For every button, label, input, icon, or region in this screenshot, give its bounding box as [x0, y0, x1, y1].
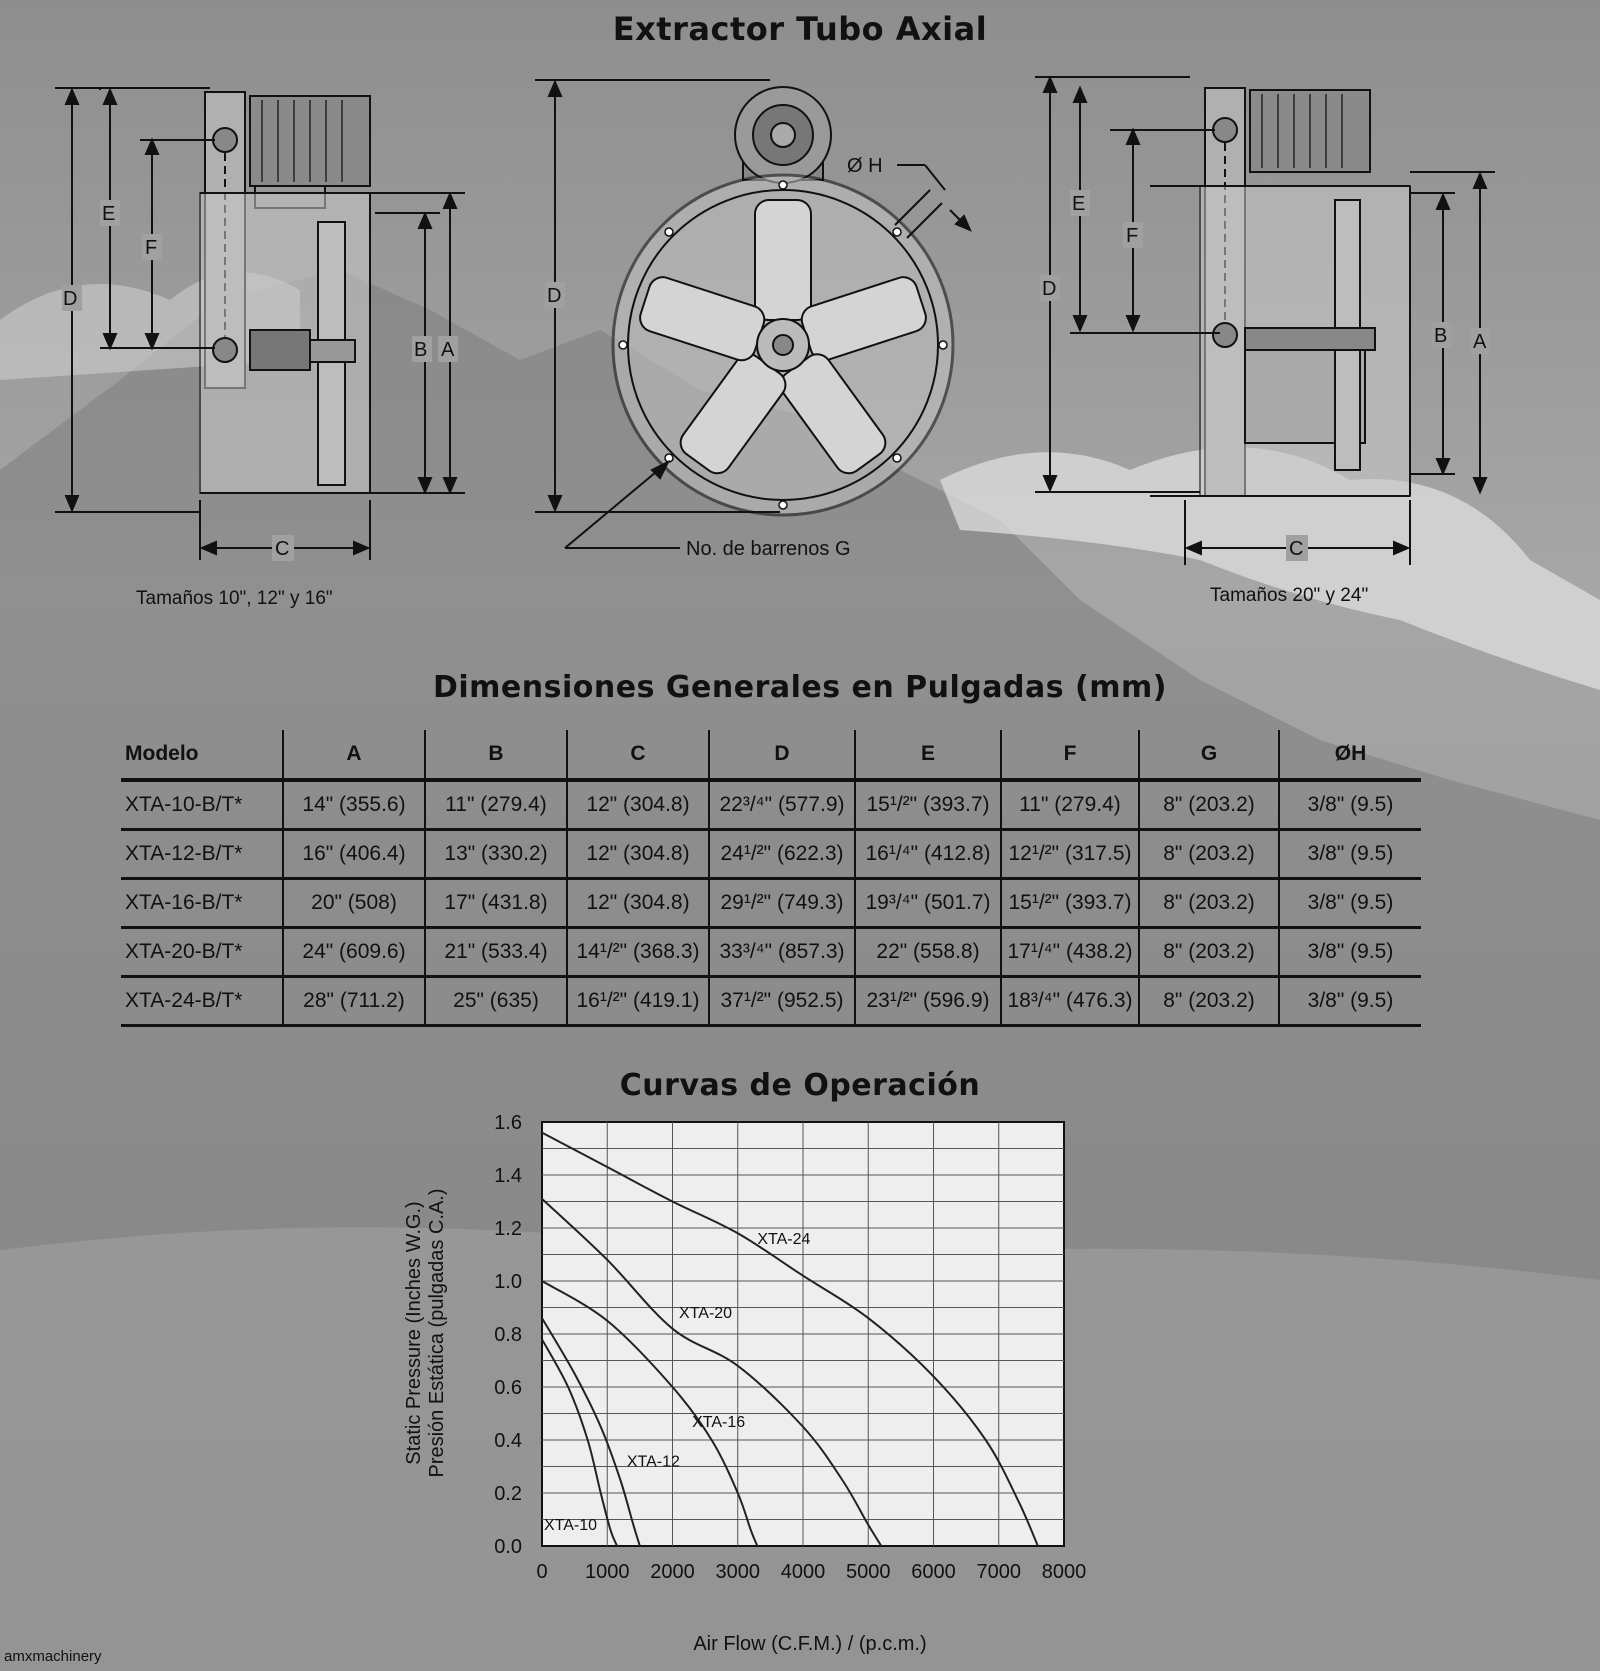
cell: 8" (203.2)	[1139, 879, 1279, 928]
cell: 21" (533.4)	[425, 928, 567, 977]
cell: 3/8" (9.5)	[1279, 928, 1421, 977]
cell: 16¹/²" (419.1)	[567, 977, 709, 1026]
x-tick-label: 7000	[976, 1561, 1021, 1583]
label-a-right: A	[1473, 331, 1487, 353]
label-b-left: B	[414, 339, 428, 361]
y-tick-label: 1.4	[494, 1165, 522, 1187]
cell: 17" (431.8)	[425, 879, 567, 928]
main-title: Extractor Tubo Axial	[612, 10, 988, 48]
label-h-front: Ø H	[847, 155, 883, 177]
y-tick-label: 0.8	[494, 1324, 522, 1346]
cell: 12" (304.8)	[567, 830, 709, 879]
cell: 24" (609.6)	[283, 928, 425, 977]
left-drawing-caption: Tamaños 10", 12" y 16"	[136, 588, 333, 609]
y-axis-label: Static Pressure (Inches W.G.)	[403, 1201, 425, 1465]
y-tick-label: 0.0	[494, 1536, 522, 1558]
header-a: A	[283, 730, 425, 780]
cell: 12" (304.8)	[567, 780, 709, 830]
label-d-front: D	[547, 285, 562, 307]
header-f: F	[1001, 730, 1139, 780]
label-e-right: E	[1072, 193, 1086, 215]
cell: 16" (406.4)	[283, 830, 425, 879]
cell: 19³/⁴" (501.7)	[855, 879, 1001, 928]
series-label-xta-20: XTA-20	[679, 1305, 733, 1323]
cell: 3/8" (9.5)	[1279, 977, 1421, 1026]
x-axis-label: Air Flow (C.F.M.) / (p.c.m.)	[693, 1633, 927, 1655]
cell: 18³/⁴" (476.3)	[1001, 977, 1139, 1026]
chart-title: Curvas de Operación	[619, 1068, 981, 1103]
cell: XTA-12-B/T*	[125, 842, 243, 865]
label-c-right: C	[1289, 538, 1304, 560]
y-tick-label: 0.6	[494, 1377, 522, 1399]
y-tick-label: 0.4	[494, 1430, 522, 1452]
label-f-right: F	[1126, 225, 1139, 247]
label-a-left: A	[441, 339, 455, 361]
y-tick-label: 0.2	[494, 1483, 522, 1505]
x-tick-label: 2000	[650, 1561, 695, 1583]
cell: 3/8" (9.5)	[1279, 780, 1421, 830]
cell: 3/8" (9.5)	[1279, 879, 1421, 928]
label-b-right: B	[1434, 325, 1448, 347]
label-c-left: C	[275, 538, 290, 560]
cell: 20" (508)	[283, 879, 425, 928]
header-b: B	[425, 730, 567, 780]
cell: 25" (635)	[425, 977, 567, 1026]
cell: 8" (203.2)	[1139, 977, 1279, 1026]
cell: 37¹/²" (952.5)	[709, 977, 855, 1026]
cell: 15¹/²" (393.7)	[855, 780, 1001, 830]
header-h: ØH	[1279, 730, 1421, 780]
x-tick-label: 1000	[585, 1561, 630, 1583]
cell: 8" (203.2)	[1139, 830, 1279, 879]
header-modelo: Modelo	[125, 742, 199, 765]
cell: 3/8" (9.5)	[1279, 830, 1421, 879]
label-f-left: F	[145, 237, 158, 259]
watermark: amxmachinery	[4, 1648, 102, 1665]
y-tick-label: 1.2	[494, 1218, 522, 1240]
cell: 14" (355.6)	[283, 780, 425, 830]
series-label-xta-10: XTA-10	[543, 1517, 598, 1535]
cell: XTA-20-B/T*	[125, 940, 243, 963]
x-tick-label: 3000	[715, 1561, 760, 1583]
series-label-xta-24: XTA-24	[757, 1230, 811, 1248]
cell: 13" (330.2)	[425, 830, 567, 879]
holes-label: No. de barrenos G	[686, 538, 851, 560]
cell: 8" (203.2)	[1139, 928, 1279, 977]
y-tick-label: 1.6	[494, 1112, 522, 1134]
x-tick-label: 5000	[846, 1561, 891, 1583]
cell: 11" (279.4)	[425, 780, 567, 830]
label-d-left: D	[63, 288, 78, 310]
y-tick-label: 1.0	[494, 1271, 522, 1293]
y-axis-label-secondary: Presión Estática (pulgadas C.A.)	[426, 1188, 448, 1478]
series-label-xta-16: XTA-16	[692, 1413, 746, 1431]
header-g: G	[1139, 730, 1279, 780]
cell: 16¹/⁴" (412.8)	[855, 830, 1001, 879]
cell: 15¹/²" (393.7)	[1001, 879, 1139, 928]
cell: 8" (203.2)	[1139, 780, 1279, 830]
cell: 29¹/²" (749.3)	[709, 879, 855, 928]
header-e: E	[855, 730, 1001, 780]
label-d-right: D	[1042, 278, 1057, 300]
cell: XTA-16-B/T*	[125, 891, 243, 914]
series-label-xta-12: XTA-12	[626, 1453, 680, 1471]
header-c: C	[567, 730, 709, 780]
cell: XTA-10-B/T*	[125, 793, 243, 816]
cell: 22³/⁴" (577.9)	[709, 780, 855, 830]
cell: 17¹/⁴" (438.2)	[1001, 928, 1139, 977]
cell: 24¹/²" (622.3)	[709, 830, 855, 879]
x-tick-label: 0	[536, 1561, 548, 1583]
cell: 22" (558.8)	[855, 928, 1001, 977]
table-title: Dimensiones Generales en Pulgadas (mm)	[432, 670, 1167, 705]
cell: 14¹/²" (368.3)	[567, 928, 709, 977]
x-tick-label: 4000	[780, 1561, 826, 1583]
x-tick-label: 8000	[1041, 1561, 1087, 1583]
cell: XTA-24-B/T*	[125, 989, 243, 1012]
cell: 28" (711.2)	[283, 977, 425, 1026]
cell: 12" (304.8)	[567, 879, 709, 928]
header-d: D	[709, 730, 855, 780]
x-tick-label: 6000	[911, 1561, 956, 1583]
right-drawing-caption: Tamaños 20" y 24"	[1210, 585, 1369, 606]
cell: 12¹/²" (317.5)	[1001, 830, 1139, 879]
cell: 11" (279.4)	[1001, 780, 1139, 830]
cell: 33³/⁴" (857.3)	[709, 928, 855, 977]
label-e-left: E	[102, 203, 116, 225]
cell: 23¹/²" (596.9)	[855, 977, 1001, 1026]
